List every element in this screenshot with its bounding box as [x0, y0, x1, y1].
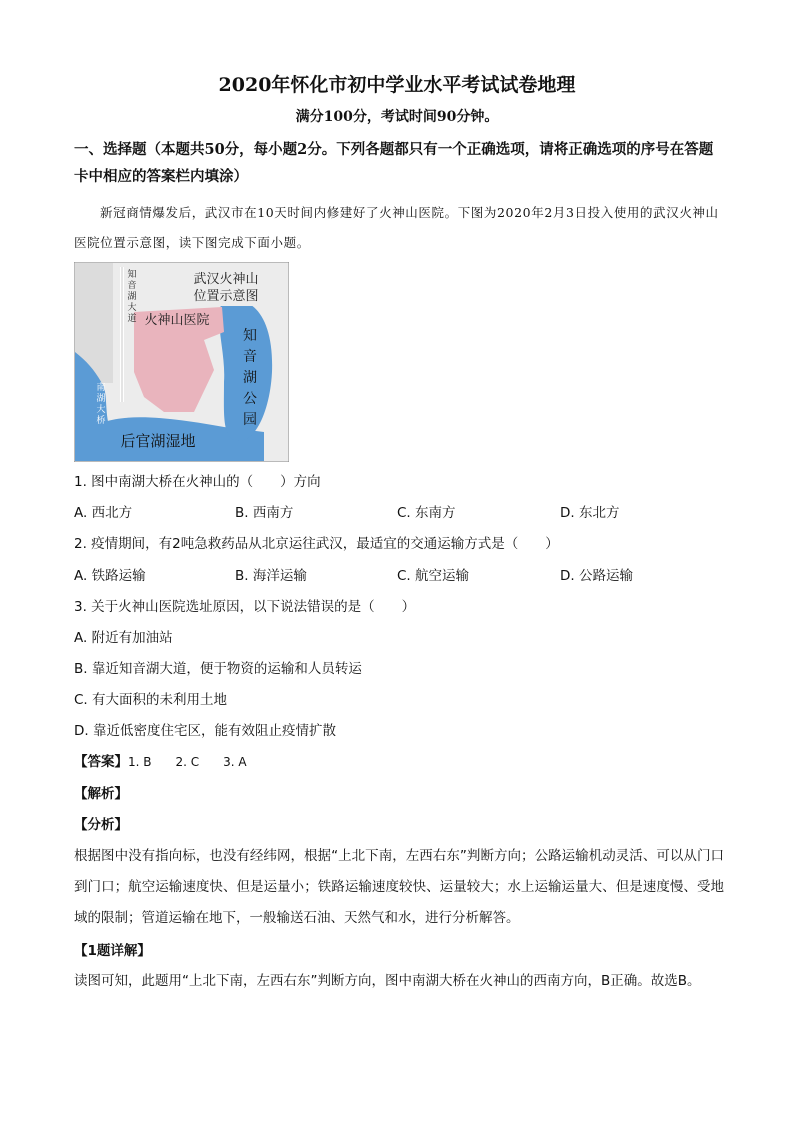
q1-option-b: B. 西南方 — [235, 505, 294, 521]
section-heading: 一、选择题（本题共50分，每小题2分。下列各题都只有一个正确选项，请将正确选项的序号在答题卡中相应的答案栏内填涂） — [74, 141, 714, 185]
q2-option-b: B. 海洋运输 — [235, 568, 307, 584]
q3-option-d: D. 靠近低密度住宅区，能有效阻止疫情扩散 — [74, 723, 336, 739]
map-label-wetland: 后官湖湿地 — [120, 432, 196, 450]
q3-option-c: C. 有大面积的未利用土地 — [74, 692, 228, 708]
q2-option-d: D. 公路运输 — [560, 568, 633, 584]
hospital-location-map — [74, 262, 289, 462]
map-label-hospital: 火神山医院 — [144, 313, 210, 328]
exam-subtitle: 满分100分，考试时间90分钟。 — [295, 109, 499, 125]
fenxi-paragraph: 根据图中没有指向标，也没有经纬网，根据“上北下南，左西右东”判断方向；公路运输机动灵活、可以从门口到门口；航空运输速度快、但是运量小；铁路运输速度较快、运量较大；水上运输运量大、但是速度慢、受地域的限制；管道运输在地下，一般输送石油、天然气和水，进行分析解答。 — [74, 848, 724, 926]
fenxi-label: 【分析】 — [74, 817, 128, 833]
question-1-stem: 1. 图中南湖大桥在火神山的（ ）方向 — [74, 474, 321, 490]
map-title-line2: 位置示意图 — [193, 289, 259, 304]
map-title-line1: 武汉火神山 — [193, 272, 259, 287]
question-3-stem: 3. 关于火神山医院选址原因，以下说法错误的是（ ） — [74, 599, 416, 615]
q1-option-d: D. 东北方 — [560, 505, 620, 521]
answer-values: 1. B 2. C 3. A — [128, 755, 247, 769]
detail-1-label: 【1题详解】 — [74, 943, 151, 959]
map-label-bridge: 南湖大桥 — [96, 383, 106, 426]
intro-paragraph: 新冠商情爆发后，武汉市在10天时间内修建好了火神山医院。下图为2020年2月3日投入使用的武汉火神山医院位置示意图，读下图完成下面小题。 — [74, 205, 719, 250]
q1-option-a: A. 西北方 — [74, 505, 133, 521]
analysis-label: 【解析】 — [74, 786, 128, 802]
q1-option-c: C. 东南方 — [397, 505, 456, 521]
map-label-park: 知音湖公园 — [243, 328, 257, 428]
q2-option-c: C. 航空运输 — [397, 568, 470, 584]
map-label-road: 知音湖大道 — [127, 270, 137, 324]
q3-option-a: A. 附近有加油站 — [74, 630, 173, 646]
answer-label: 【答案】 — [74, 754, 128, 770]
q3-option-b: B. 靠近知音湖大道，便于物资的运输和人员转运 — [74, 661, 362, 677]
question-2-stem: 2. 疫情期间，有2吨急救药品从北京运往武汉，最适宜的交通运输方式是（ ） — [74, 536, 559, 552]
answer-row — [74, 752, 247, 772]
detail-1-paragraph: 读图可知，此题用“上北下南，左西右东”判断方向，图中南湖大桥在火神山的西南方向，B正确。故选B。 — [74, 973, 701, 989]
page-title: 2020年怀化市初中学业水平考试试卷地理 — [218, 74, 576, 96]
q2-option-a: A. 铁路运输 — [74, 568, 146, 584]
